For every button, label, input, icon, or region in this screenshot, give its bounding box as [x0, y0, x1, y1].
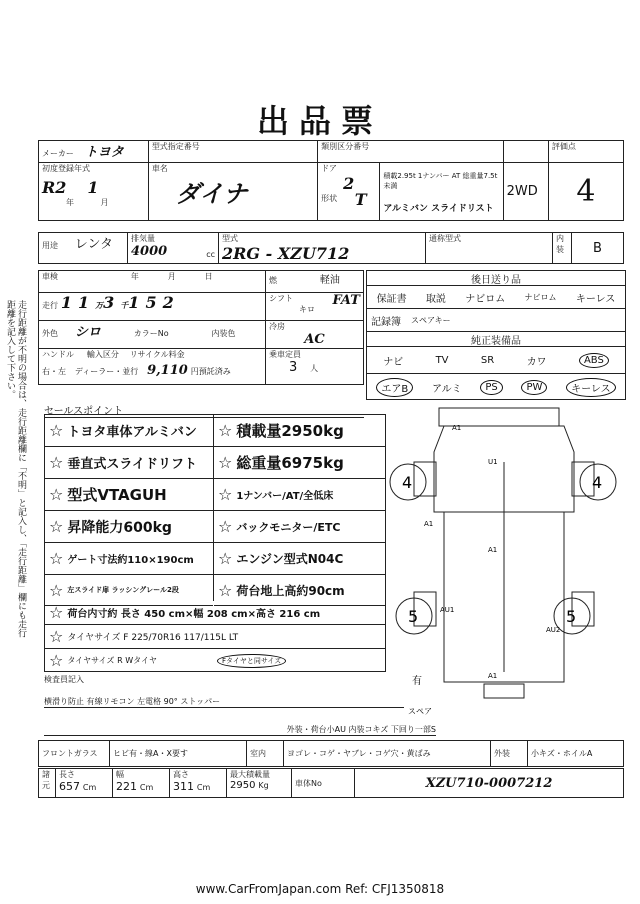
sales-right-5: エンジン型式N04C — [236, 552, 344, 566]
mileage-value: 11万3千152 — [60, 293, 180, 312]
sales-right-2: 総重量6975kg — [236, 454, 344, 472]
page-title: 出品票 — [256, 102, 383, 140]
fuel-value: 軽油 — [319, 275, 340, 286]
diagram-au2: AU2 — [546, 626, 561, 634]
car-name: ダイナ — [175, 179, 248, 208]
sales-full-2: タイヤサイズ F 225/70R16 117/115L LT — [67, 633, 239, 643]
sales-left-2: 垂直式スライドリフト — [67, 457, 197, 472]
diagram-a1-left: A1 — [424, 520, 434, 528]
std-item-tv: TV — [435, 354, 449, 366]
later-item-navirom2: ナビロム — [524, 292, 557, 302]
disp-unit: cc — [206, 250, 215, 259]
maker-label: メーカー — [42, 149, 74, 158]
room-label: 室内 — [250, 749, 266, 758]
score-label: 評価点 — [551, 142, 576, 151]
diagram-spare-label: スペア — [408, 707, 432, 716]
shift-label: シフト — [269, 294, 293, 303]
std-item-navi: ナビ — [383, 356, 404, 368]
diagram-a1-bottom: A1 — [488, 672, 498, 680]
windshield-value: ヒビ有・線A・X要す — [113, 749, 188, 758]
diagram-num-rr: 5 — [566, 607, 577, 626]
height-unit: Cm — [196, 783, 211, 792]
handle-value: 右・左 — [42, 367, 66, 376]
room-value: ヨゴレ・コゲ・ヤブレ・コゲ穴・黄ばみ — [287, 749, 431, 758]
month-unit: 月 — [100, 198, 109, 207]
header-table — [38, 140, 624, 221]
sales-left-6: 左スライド扉 ラッシングレール2段 — [67, 586, 179, 594]
diagram-u1: U1 — [488, 458, 498, 466]
import-label: 輸入区分 — [86, 350, 119, 359]
handle-label: ハンドル — [42, 350, 74, 359]
door-label: ドア — [321, 164, 337, 173]
diagram-note: 有 — [412, 676, 422, 687]
diagram-num-fl: 4 — [402, 473, 413, 492]
accessories-box — [366, 270, 626, 400]
footer-ref: www.CarFromJapan.com Ref: CFJ1350818 — [195, 882, 445, 896]
load-label: 最大積載量 — [230, 770, 270, 779]
width-unit: Cm — [139, 783, 154, 792]
later-item-navirom: ナビロム — [465, 293, 506, 305]
reg-label: 初度登録年式 — [42, 164, 90, 173]
shift-value: FAT — [332, 293, 360, 308]
ac-value: AC — [304, 332, 325, 347]
interior-color-label: 内装色 — [211, 329, 236, 338]
condition-table — [38, 740, 624, 767]
width-value: 221 — [116, 780, 137, 793]
std-title: 純正装備品 — [367, 332, 625, 347]
recycle-unit: 円預託済み — [190, 367, 231, 376]
door-value: 2 — [343, 174, 355, 193]
spec-line-2: アルミバン スライドリスト — [383, 204, 494, 214]
inspector-line-2: 外装・荷台小AU 内装コキズ 下回り一部S — [44, 724, 436, 736]
use-label: 用途 — [42, 241, 58, 250]
std-item-abs: ABS — [579, 353, 609, 368]
disp-value: 4000 — [131, 244, 168, 259]
vin-label: 車体No — [295, 778, 322, 788]
disp-label: 排気量 — [131, 234, 155, 243]
fuel-label: 燃 — [269, 276, 277, 285]
shaken-day: 日 — [204, 272, 213, 281]
sales-title: セールスポイント — [44, 402, 364, 418]
score-value: 4 — [576, 174, 596, 209]
shape-value: T — [354, 190, 367, 209]
load-value: 2950 — [230, 780, 256, 791]
recycle-label: リサイクル料金 — [129, 350, 185, 359]
category-label: 類別区分番号 — [321, 142, 370, 151]
use-value: レンタ — [74, 237, 114, 252]
sales-full-1: 荷台内寸約 長さ 450 cm×幅 208 cm×高さ 216 cm — [67, 609, 321, 620]
std-item-pw: PW — [521, 380, 547, 395]
color-label: 外色 — [42, 329, 58, 338]
sales-box: ☆ トヨタ車体アルミバン ☆ 垂直式スライドリフト ☆ 型式VTAGUH ☆ 昇降能力600kg ☆ ゲート寸法約110×190cm ☆ 左スライド扉 ラッシングレール2段 ☆ 積載量2950kg ☆ 総重量6975kg ☆ 1ナンバー/AT/全低床 ☆ バックモニター/ETC ☆ エンジン型式N04C ☆ 荷台地上高約90cm ☆ 荷台内寸約 長さ 450 cm×幅 208 cm×高さ 216 cm ☆ タイヤサイズ F 225/70R16 117/115L LT ☆ タイヤサイズ R Wタイヤ Fタイヤと同サイズ — [44, 414, 386, 672]
height-label: 高さ — [173, 770, 189, 779]
recycle-value: 9,110 — [147, 363, 188, 378]
inner-label: 内装 — [556, 234, 564, 254]
import-value: ディーラー・並行 — [74, 367, 139, 376]
inner-value: B — [593, 240, 602, 256]
model-value: 2RG - XZU712 — [222, 244, 350, 263]
model-label: 型式 — [222, 234, 238, 243]
capacity-unit: 人 — [310, 364, 319, 373]
std-item-ps: PS — [480, 380, 502, 395]
sales-full-3a: タイヤサイズ R Wタイヤ — [67, 656, 157, 665]
sales-full-3b: Fタイヤと同サイズ — [217, 654, 286, 668]
std-item-keyless: キーレス — [566, 378, 616, 397]
maker-value: トヨタ — [84, 145, 124, 160]
height-value: 311 — [173, 780, 194, 793]
sales-right-6: 荷台地上高約90cm — [236, 583, 345, 598]
ac-label: 冷房 — [269, 322, 285, 331]
diagram-num-rl: 5 — [408, 607, 419, 626]
diagram-au1: AU1 — [440, 606, 455, 614]
length-value: 657 — [59, 780, 80, 793]
color-value: シロ — [74, 325, 101, 340]
reg-year: 1 — [87, 178, 99, 197]
mileage-label: 走行 — [42, 301, 58, 310]
type-cert-label: 型式指定番号 — [151, 142, 200, 151]
dimensions-table — [38, 768, 624, 798]
sales-right-col: ☆ 積載量2950kg ☆ 総重量6975kg ☆ 1ナンバー/AT/全低床 ☆ バックモニター/ETC ☆ エンジン型式N04C ☆ 荷台地上高約90cm — [214, 415, 385, 606]
vehicle-diagram — [384, 402, 624, 722]
vin-value: XZU710-0007212 — [425, 775, 553, 791]
diagram-spare — [484, 684, 524, 698]
capacity-label: 乗車定員 — [269, 350, 301, 359]
later-item-warranty: 保証書 — [376, 293, 407, 305]
inspector-label: 検査員記入 — [44, 675, 84, 684]
std-item-sr: SR — [480, 354, 495, 366]
model-row — [38, 232, 624, 264]
inspection-table — [38, 270, 364, 385]
year-unit: 年 — [66, 198, 74, 207]
load-unit: Kg — [258, 781, 269, 790]
later-item-keyless: キーレス — [575, 293, 616, 305]
ext-value: 小キズ・ホイルA — [531, 749, 593, 758]
later-item-sparekey: スペアキー — [411, 315, 451, 325]
sales-right-3: 1ナンバー/AT/全低床 — [236, 491, 334, 502]
diagram-num-fr: 4 — [592, 473, 603, 492]
std-item-leather: カワ — [526, 356, 547, 368]
shaken-label: 車検 — [42, 272, 58, 281]
sales-right-1: 積載量2950kg — [236, 422, 344, 440]
std-item-alloy: アルミ — [431, 383, 462, 395]
later-title: 後日送り品 — [367, 271, 625, 286]
colorno-label: カラーNo — [133, 329, 169, 338]
sales-left-col: ☆ トヨタ車体アルミバン ☆ 垂直式スライドリフト ☆ 型式VTAGUH ☆ 昇降能力600kg ☆ ゲート寸法約110×190cm ☆ 左スライド扉 ラッシングレール2段 — [45, 415, 213, 606]
sales-left-5: ゲート寸法約110×190cm — [67, 555, 194, 566]
windshield-label: フロントガラス — [42, 749, 98, 758]
sales-left-1: トヨタ車体アルミバン — [67, 425, 197, 440]
length-label: 長さ — [59, 770, 75, 779]
shape-label: 形状 — [321, 194, 338, 203]
diagram-a1-mid: A1 — [488, 546, 498, 554]
diagram-wheel-fr — [572, 462, 594, 496]
drive-value: 2WD — [506, 184, 538, 199]
spec-line-1: 積載2.95t 1ナンバー AT 総重量7.5t未満 — [383, 172, 498, 190]
dims-label: 諸元 — [42, 770, 50, 790]
side-note: 走行距離が不明の場合は、走行距離欄に「不明」と記入し、「走行距離」欄にも走行距離を記入して下さい。 — [5, 300, 26, 638]
ext-label: 外装 — [494, 749, 510, 758]
sales-left-4: 昇降能力600kg — [67, 519, 172, 536]
width-label: 幅 — [116, 770, 124, 779]
reg-era: R2 — [42, 178, 67, 197]
km-unit: キロ — [299, 305, 315, 314]
inspector-line-1: 横滑り防止 有線リモコン 左電格 90° ストッパー — [44, 696, 404, 708]
later-item-records: 記録簿 — [371, 316, 401, 328]
capacity-value: 3 — [289, 360, 298, 375]
sales-right-4: バックモニター/ETC — [236, 520, 341, 534]
diagram-a1-top: A1 — [452, 424, 462, 432]
model-desig-label: 通称型式 — [429, 234, 461, 243]
shaken-month: 月 — [167, 272, 176, 281]
length-unit: Cm — [82, 783, 97, 792]
name-label: 車名 — [151, 164, 168, 173]
later-item-manual: 取説 — [425, 293, 446, 305]
sales-left-3: 型式VTAGUH — [67, 486, 167, 504]
std-item-airbag: エアB — [376, 378, 413, 397]
shaken-year: 年 — [130, 272, 139, 281]
